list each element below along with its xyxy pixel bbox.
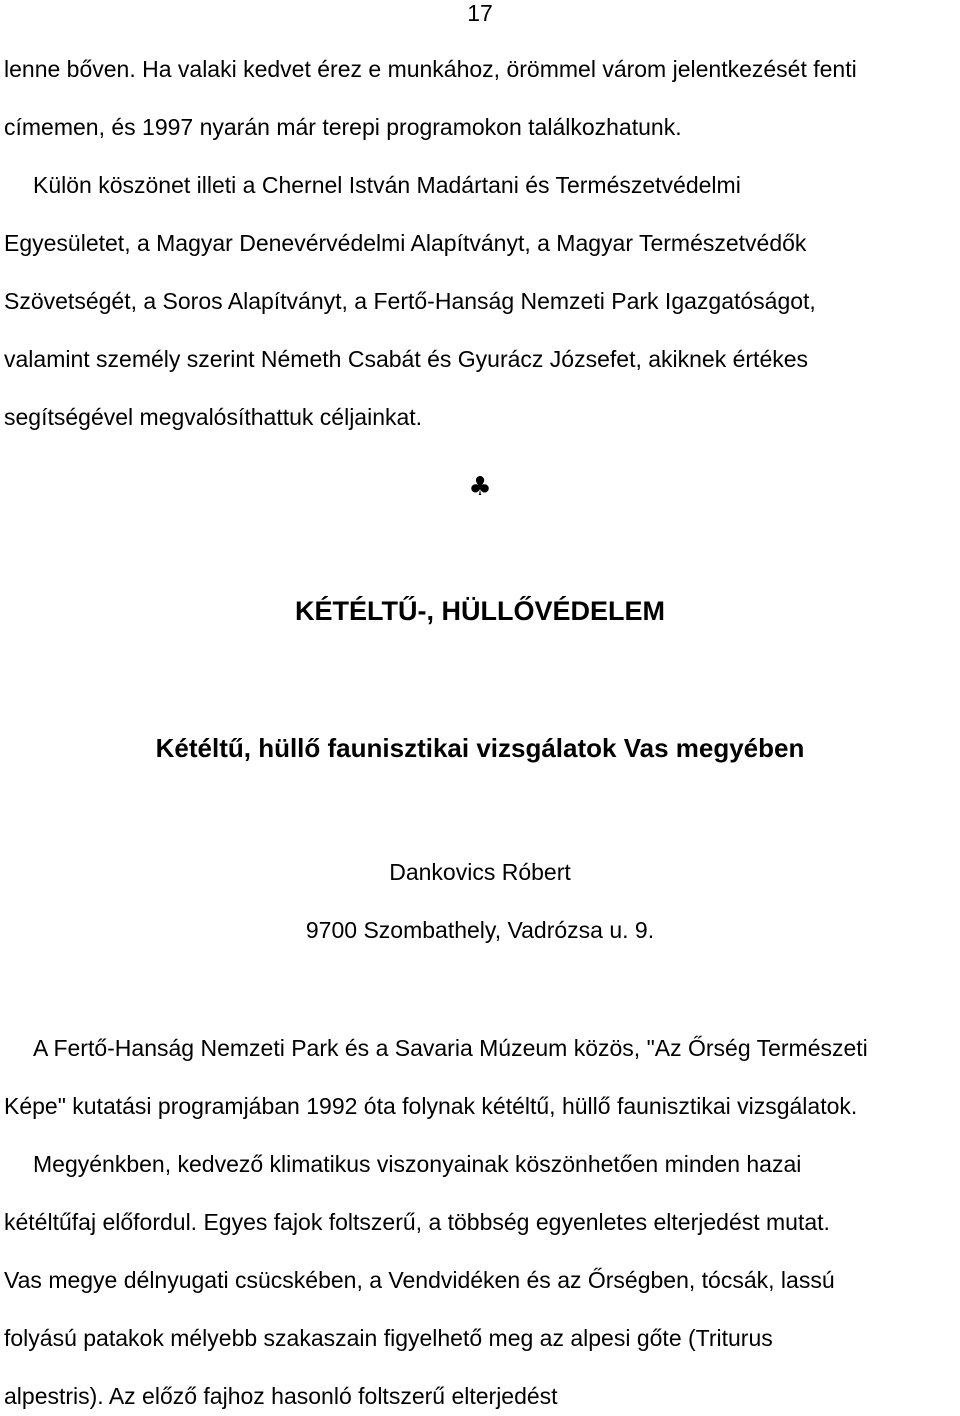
intro-line: segítségével megvalósíthattuk céljainkat.	[4, 404, 423, 430]
body-line: alpestris). Az előző fajhoz hasonló foltszerű elterjedést	[4, 1383, 558, 1409]
page-number: 17	[467, 0, 493, 26]
body-line: Képe" kutatási programjában 1992 óta folynak kétéltű, hüllő faunisztikai vizsgálatok.	[4, 1093, 858, 1119]
club-suit-icon: ♣	[468, 472, 492, 502]
body-line: Megyénkben, kedvező klimatikus viszonyainak köszönhetően minden hazai	[33, 1151, 802, 1177]
intro-line: Külön köszönet illeti a Chernel István Madártani és Természetvédelmi	[33, 172, 741, 198]
article-title: Kétéltű, hüllő faunisztikai vizsgálatok Vas megyében	[155, 733, 805, 763]
body-line: folyású patakok mélyebb szakaszain figyelhető meg az alpesi gőte (Triturus	[4, 1325, 773, 1351]
intro-line: Egyesületet, a Magyar Denevérvédelmi Alapítványt, a Magyar Természetvédők	[4, 230, 807, 256]
body-line: A Fertő-Hanság Nemzeti Park és a Savaria Múzeum közös, "Az Őrség Természeti	[33, 1035, 868, 1061]
intro-line: valamint személy szerint Németh Csabát és Gyurácz Józsefet, akiknek értékes	[4, 346, 809, 372]
section-title: KÉTÉLTŰ-, HÜLLŐVÉDELEM	[295, 596, 665, 626]
author-address: 9700 Szombathely, Vadrózsa u. 9.	[305, 917, 655, 943]
body-line: kétéltűfaj előfordul. Egyes fajok foltszerű, a többség egyenletes elterjedést mutat.	[4, 1209, 830, 1235]
intro-line: címemen, és 1997 nyarán már terepi programokon találkozhatunk.	[4, 114, 682, 140]
intro-line: Szövetségét, a Soros Alapítványt, a Fertő-Hanság Nemzeti Park Igazgatóságot,	[4, 288, 816, 314]
intro-line: lenne bőven. Ha valaki kedvet érez e munkához, örömmel várom jelentkezését fenti	[4, 56, 857, 82]
body-line: Vas megye délnyugati csücskében, a Vendvidéken és az Őrségben, tócsák, lassú	[4, 1267, 835, 1293]
author-name: Dankovics Róbert	[389, 859, 571, 885]
